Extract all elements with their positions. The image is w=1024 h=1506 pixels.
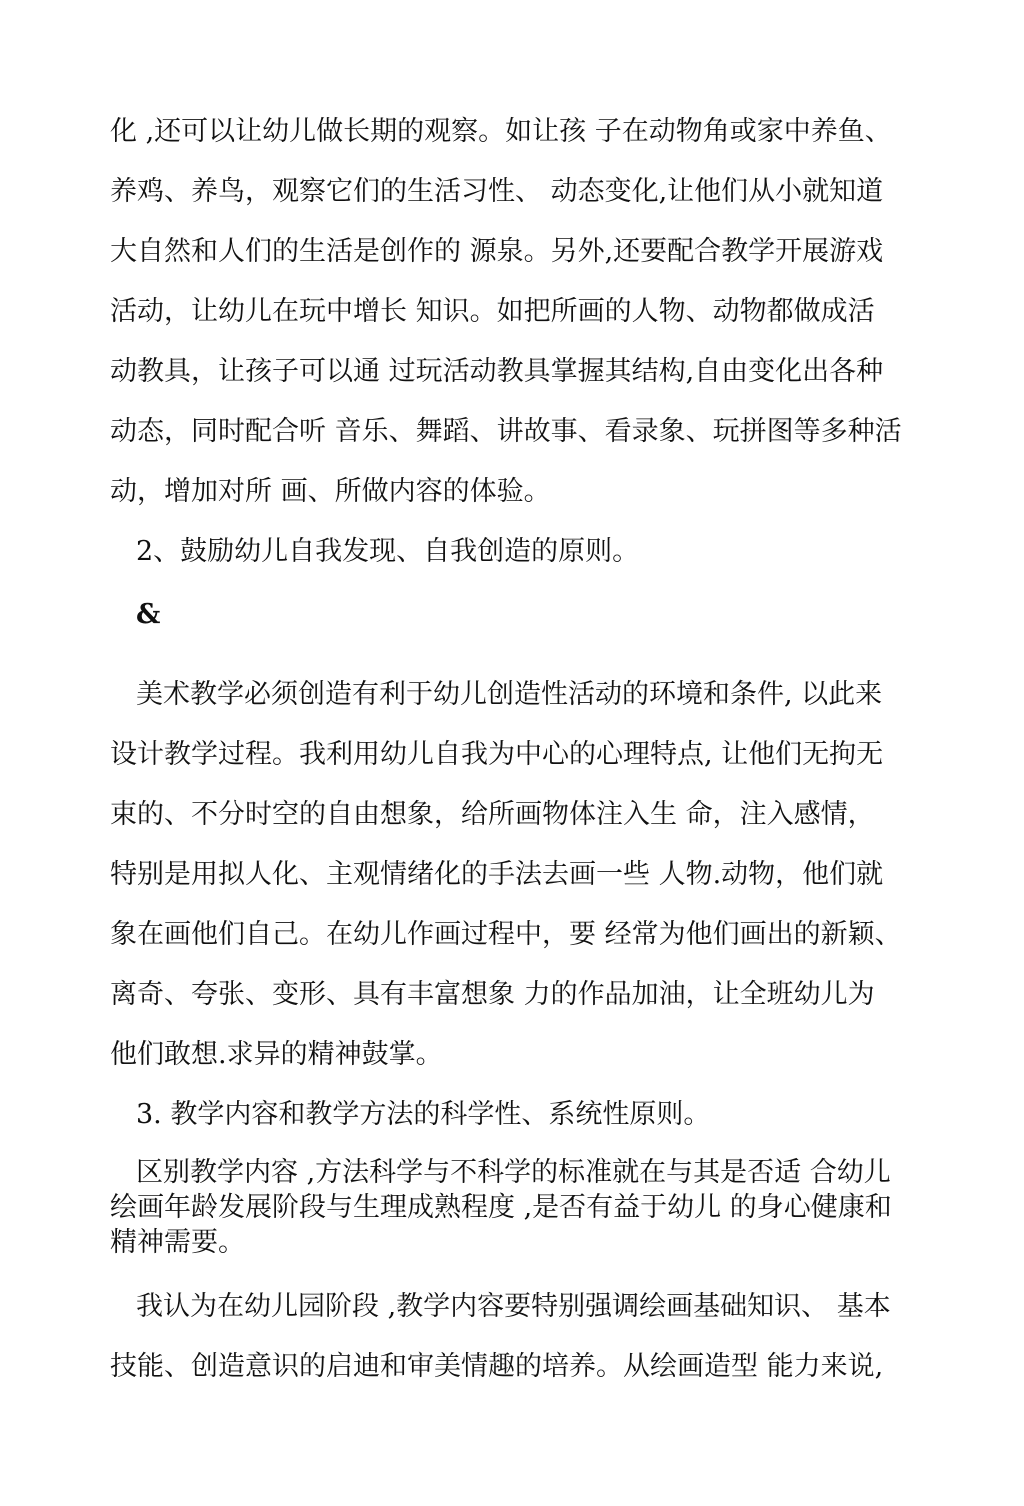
paragraph-4-line-1: 我认为在幼儿园阶段 ,教学内容要特别强调绘画基础知识、 基本 — [136, 1291, 891, 1322]
section-heading-2: 2、鼓励幼儿自我发现、自我创造的原则。 — [136, 536, 640, 567]
paragraph-3-line-2: 绘画年龄发展阶段与生理成熟程度 ,是否有益于幼儿 的身心健康和 — [110, 1192, 892, 1223]
paragraph-1-line-1: 化 ,还可以让幼儿做长期的观察。如让孩 子在动物角或家中养鱼、 — [110, 116, 892, 147]
paragraph-1-line-7: 动，增加对所 画、所做内容的体验。 — [110, 476, 551, 507]
paragraph-3-line-3: 精神需要。 — [110, 1227, 245, 1258]
ampersand-symbol: & — [136, 599, 161, 630]
paragraph-1-line-3: 大自然和人们的生活是创作的 源泉。另外,还要配合教学开展游戏 — [110, 236, 884, 267]
section-heading-3: 3. 教学内容和教学方法的科学性、系统性原则。 — [136, 1099, 711, 1130]
paragraph-2-line-6: 离奇、夸张、变形、具有丰富想象 力的作品加油，让全班幼儿为 — [110, 979, 875, 1010]
paragraph-1-line-5: 动教具，让孩子可以通 过玩活动教具掌握其结构,自由变化出各种 — [110, 356, 884, 387]
paragraph-1-line-6: 动态，同时配合听 音乐、舞蹈、讲故事、看录象、玩拼图等多种活 — [110, 416, 902, 447]
paragraph-2-line-2: 设计教学过程。我利用幼儿自我为中心的心理特点, 让他们无拘无 — [110, 739, 884, 770]
paragraph-2-line-1: 美术教学必须创造有利于幼儿创造性活动的环境和条件, 以此来 — [136, 679, 883, 710]
paragraph-2-line-5: 象在画他们自己。在幼儿作画过程中，要 经常为他们画出的新颖、 — [110, 919, 902, 950]
paragraph-1-line-2: 养鸡、养鸟，观察它们的生活习性、 动态变化,让他们从小就知道 — [110, 176, 884, 207]
paragraph-2-line-4: 特别是用拟人化、主观情绪化的手法去画一些 人物.动物，他们就 — [110, 859, 884, 890]
paragraph-2-line-3: 束的、不分时空的自由想象，给所画物体注入生 命，注入感情， — [110, 799, 875, 830]
paragraph-1-line-4: 活动，让幼儿在玩中增长 知识。如把所画的人物、动物都做成活 — [110, 296, 875, 327]
paragraph-2-line-7: 他们敢想.求异的精神鼓掌。 — [110, 1039, 443, 1070]
paragraph-4-line-2: 技能、创造意识的启迪和审美情趣的培养。从绘画造型 能力来说, — [110, 1351, 884, 1382]
paragraph-3-line-1: 区别教学内容 ,方法科学与不科学的标准就在与其是否适 合幼儿 — [136, 1157, 891, 1188]
